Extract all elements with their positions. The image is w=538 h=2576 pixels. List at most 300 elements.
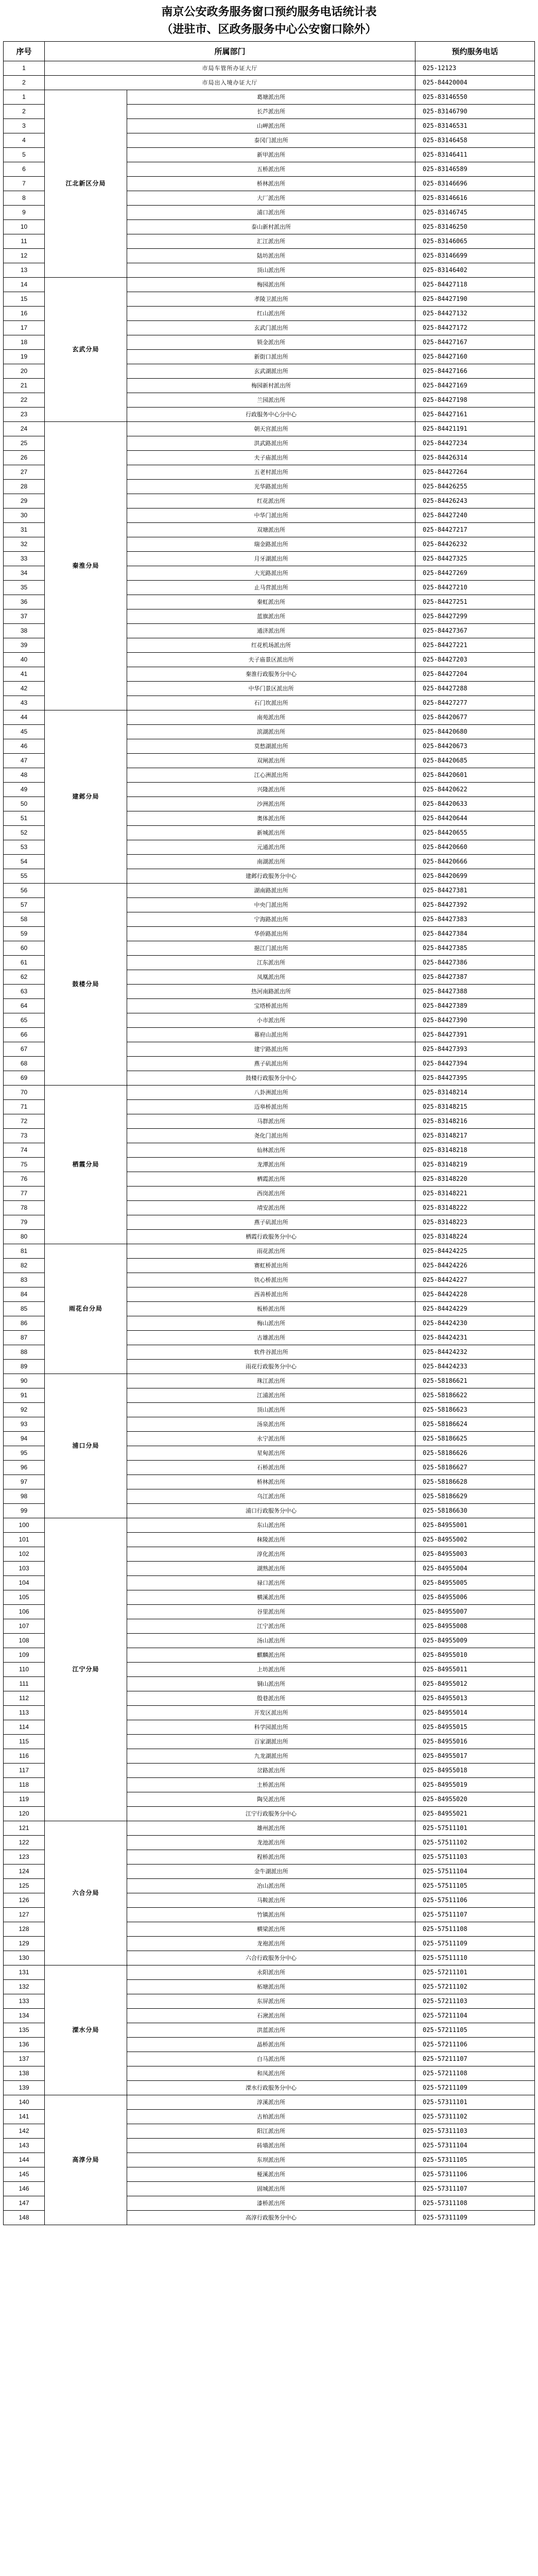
row-phone: 025-84424225 (415, 1244, 535, 1259)
row-unit: 元通派出所 (127, 840, 415, 855)
row-no: 139 (4, 2081, 45, 2095)
row-unit: 月牙湖派出所 (127, 552, 415, 566)
row-phone: 025-57311107 (415, 2182, 535, 2196)
row-no: 120 (4, 1807, 45, 1821)
row-phone: 025-83148221 (415, 1187, 535, 1201)
table-row (4, 61, 535, 76)
row-unit: 石桥派出所 (127, 1461, 415, 1475)
row-unit: 永阳派出所 (127, 1965, 415, 1980)
row-unit: 顶山派出所 (127, 263, 415, 278)
row-phone: 025-57211109 (415, 2081, 535, 2095)
table-row (4, 1518, 535, 1533)
row-unit: 小市派出所 (127, 1013, 415, 1028)
row-unit: 桠溪派出所 (127, 2167, 415, 2182)
row-unit: 马群派出所 (127, 1114, 415, 1129)
row-no: 38 (4, 624, 45, 638)
row-phone: 025-84427118 (415, 278, 535, 292)
row-phone: 025-84424228 (415, 1287, 535, 1302)
row-unit: 夫子庙景区派出所 (127, 653, 415, 667)
row-phone: 025-84955006 (415, 1590, 535, 1605)
row-no: 115 (4, 1735, 45, 1749)
row-unit: 双闸派出所 (127, 754, 415, 768)
row-unit: 大光路派出所 (127, 566, 415, 581)
row-unit: 东屏派出所 (127, 1994, 415, 2009)
row-phone: 025-84955018 (415, 1764, 535, 1778)
row-phone: 025-83146250 (415, 220, 535, 234)
row-phone: 025-83148218 (415, 1143, 535, 1158)
row-no: 42 (4, 682, 45, 696)
row-no: 20 (4, 364, 45, 379)
row-unit: 古雄派出所 (127, 1331, 415, 1345)
row-phone: 025-84427387 (415, 970, 535, 985)
row-phone: 025-84955011 (415, 1663, 535, 1677)
row-phone: 025-83146790 (415, 105, 535, 119)
row-phone: 025-84424229 (415, 1302, 535, 1316)
row-no: 90 (4, 1374, 45, 1388)
row-no: 95 (4, 1446, 45, 1461)
row-unit: 挹江门派出所 (127, 941, 415, 956)
row-unit: 玄武湖派出所 (127, 364, 415, 379)
row-phone: 025-83146065 (415, 234, 535, 249)
row-phone: 025-83148214 (415, 1086, 535, 1100)
row-unit: 桥林派出所 (127, 1475, 415, 1489)
row-unit: 淳化派出所 (127, 1547, 415, 1562)
row-phone: 025-84955009 (415, 1634, 535, 1648)
row-no: 81 (4, 1244, 45, 1259)
row-unit: 中华门派出所 (127, 509, 415, 523)
row-phone: 025-57511109 (415, 1937, 535, 1951)
row-no: 86 (4, 1316, 45, 1331)
row-unit: 热河南路派出所 (127, 985, 415, 999)
row-no: 105 (4, 1590, 45, 1605)
row-unit: 靖安派出所 (127, 1201, 415, 1215)
row-phone: 025-57511110 (415, 1951, 535, 1965)
row-unit: 永宁派出所 (127, 1432, 415, 1446)
row-phone: 025-84426255 (415, 480, 535, 494)
row-unit: 莫愁湖派出所 (127, 739, 415, 754)
row-unit: 江浦派出所 (127, 1388, 415, 1403)
table-row (4, 1821, 535, 1836)
row-unit: 横溪派出所 (127, 1590, 415, 1605)
phone-table (3, 41, 535, 2225)
row-unit: 溧水行政服务分中心 (127, 2081, 415, 2095)
row-no: 35 (4, 581, 45, 595)
row-unit: 软件谷派出所 (127, 1345, 415, 1360)
row-phone: 025-84427190 (415, 292, 535, 307)
row-phone: 025-57511108 (415, 1922, 535, 1937)
row-unit: 铜山派出所 (127, 1677, 415, 1691)
row-no: 138 (4, 2066, 45, 2081)
row-unit: 红花机场派出所 (127, 638, 415, 653)
row-unit: 汇江派出所 (127, 234, 415, 249)
row-phone: 025-84426243 (415, 494, 535, 509)
row-no: 88 (4, 1345, 45, 1360)
row-no: 99 (4, 1504, 45, 1518)
row-unit: 江心洲派出所 (127, 768, 415, 783)
row-phone: 025-57511102 (415, 1836, 535, 1850)
row-no: 108 (4, 1634, 45, 1648)
row-no: 53 (4, 840, 45, 855)
row-phone: 025-84424232 (415, 1345, 535, 1360)
row-no: 32 (4, 537, 45, 552)
row-no: 111 (4, 1677, 45, 1691)
row-no: 68 (4, 1057, 45, 1071)
row-phone: 025-83146745 (415, 206, 535, 220)
row-no: 127 (4, 1908, 45, 1922)
row-unit: 雄州派出所 (127, 1821, 415, 1836)
row-phone: 025-84427161 (415, 408, 535, 422)
row-phone: 025-84427217 (415, 523, 535, 537)
row-no: 133 (4, 1994, 45, 2009)
row-unit: 凤凰派出所 (127, 970, 415, 985)
table-row (4, 710, 535, 725)
row-unit: 西岗派出所 (127, 1187, 415, 1201)
row-no: 94 (4, 1432, 45, 1446)
row-unit: 赛虹桥派出所 (127, 1259, 415, 1273)
row-phone: 025-57511106 (415, 1893, 535, 1908)
row-no: 45 (4, 725, 45, 739)
row-phone: 025-84427325 (415, 552, 535, 566)
row-phone: 025-84420685 (415, 754, 535, 768)
row-phone: 025-57511104 (415, 1865, 535, 1879)
row-phone: 025-84427390 (415, 1013, 535, 1028)
row-no: 96 (4, 1461, 45, 1475)
row-no: 76 (4, 1172, 45, 1187)
row-no: 23 (4, 408, 45, 422)
district-cell: 栖霞分局 (45, 1086, 127, 1244)
row-phone: 025-58186629 (415, 1489, 535, 1504)
row-unit: 沙洲派出所 (127, 797, 415, 811)
row-unit: 夫子庙派出所 (127, 451, 415, 465)
row-unit: 新街口派出所 (127, 350, 415, 364)
row-unit: 华侨路派出所 (127, 927, 415, 941)
row-no: 17 (4, 321, 45, 335)
row-phone: 025-83148217 (415, 1129, 535, 1143)
row-no: 142 (4, 2124, 45, 2139)
row-unit: 六合行政服务分中心 (127, 1951, 415, 1965)
row-no: 148 (4, 2211, 45, 2225)
row-no: 71 (4, 1100, 45, 1114)
row-no: 132 (4, 1980, 45, 1994)
row-unit: 止马营派出所 (127, 581, 415, 595)
row-no: 103 (4, 1562, 45, 1576)
row-phone: 025-84427391 (415, 1028, 535, 1042)
row-no: 22 (4, 393, 45, 408)
row-phone: 025-84427389 (415, 999, 535, 1013)
row-no: 16 (4, 307, 45, 321)
row-phone: 025-84420601 (415, 768, 535, 783)
row-unit: 和凤派出所 (127, 2066, 415, 2081)
row-unit: 仙林派出所 (127, 1143, 415, 1158)
row-phone: 025-83146550 (415, 90, 535, 105)
row-phone: 025-57511105 (415, 1879, 535, 1893)
row-unit: 南湖派出所 (127, 855, 415, 869)
row-unit: 陆坊派出所 (127, 249, 415, 263)
row-unit: 浦口行政服务分中心 (127, 1504, 415, 1518)
row-no: 80 (4, 1230, 45, 1244)
row-no: 126 (4, 1893, 45, 1908)
row-no: 131 (4, 1965, 45, 1980)
row-unit: 朝天宫派出所 (127, 422, 415, 436)
table-row (4, 422, 535, 436)
row-no: 66 (4, 1028, 45, 1042)
row-no: 92 (4, 1403, 45, 1417)
header-no: 序号 (4, 42, 45, 61)
row-phone: 025-84955015 (415, 1720, 535, 1735)
row-no: 110 (4, 1663, 45, 1677)
row-no: 21 (4, 379, 45, 393)
row-no: 134 (4, 2009, 45, 2023)
row-unit: 燕子矶派出所 (127, 1215, 415, 1230)
row-no: 124 (4, 1865, 45, 1879)
row-unit: 蓝旗派出所 (127, 609, 415, 624)
row-no: 73 (4, 1129, 45, 1143)
row-phone: 025-84420666 (415, 855, 535, 869)
row-unit: 迈皋桥派出所 (127, 1100, 415, 1114)
row-phone: 025-84427384 (415, 927, 535, 941)
table-row (4, 76, 535, 90)
row-no: 104 (4, 1576, 45, 1590)
row-unit: 东山派出所 (127, 1518, 415, 1533)
district-cell: 江北新区分局 (45, 90, 127, 278)
row-no: 62 (4, 970, 45, 985)
row-unit: 开发区派出所 (127, 1706, 415, 1720)
row-no: 82 (4, 1259, 45, 1273)
row-unit: 谷里派出所 (127, 1605, 415, 1619)
row-phone: 025-83146699 (415, 249, 535, 263)
row-unit: 雨花行政服务分中心 (127, 1360, 415, 1374)
row-unit: 梅园新村派出所 (127, 379, 415, 393)
row-phone: 025-83146402 (415, 263, 535, 278)
row-no: 36 (4, 595, 45, 609)
row-no: 87 (4, 1331, 45, 1345)
district-cell: 鼓楼分局 (45, 884, 127, 1086)
row-unit: 漆桥派出所 (127, 2196, 415, 2211)
row-no: 83 (4, 1273, 45, 1287)
row-phone: 025-57211106 (415, 2038, 535, 2052)
row-no: 31 (4, 523, 45, 537)
row-phone: 025-84427269 (415, 566, 535, 581)
row-no: 12 (4, 249, 45, 263)
row-phone: 025-84424233 (415, 1360, 535, 1374)
row-unit: 兰园派出所 (127, 393, 415, 408)
row-no: 84 (4, 1287, 45, 1302)
row-unit: 砖墙派出所 (127, 2139, 415, 2153)
row-phone: 025-84427385 (415, 941, 535, 956)
row-unit: 玄武门派出所 (127, 321, 415, 335)
row-unit: 科学园派出所 (127, 1720, 415, 1735)
row-no: 9 (4, 206, 45, 220)
row-no: 109 (4, 1648, 45, 1663)
row-unit: 双塘派出所 (127, 523, 415, 537)
row-no: 135 (4, 2023, 45, 2038)
row-no: 15 (4, 292, 45, 307)
row-no: 14 (4, 278, 45, 292)
row-no: 140 (4, 2095, 45, 2110)
row-phone: 025-84427367 (415, 624, 535, 638)
row-no: 74 (4, 1143, 45, 1158)
row-unit: 珠江派出所 (127, 1374, 415, 1388)
row-phone: 025-83146458 (415, 133, 535, 148)
row-no: 40 (4, 653, 45, 667)
row-unit: 锁金派出所 (127, 335, 415, 350)
row-phone: 025-83146696 (415, 177, 535, 191)
row-phone: 025-83146531 (415, 119, 535, 133)
row-no: 136 (4, 2038, 45, 2052)
row-unit: 新城派出所 (127, 826, 415, 840)
row-unit: 晶桥派出所 (127, 2038, 415, 2052)
row-unit: 阳江派出所 (127, 2124, 415, 2139)
row-unit: 行政服务中心分中心 (127, 408, 415, 422)
row-no: 72 (4, 1114, 45, 1129)
table-row (4, 1374, 535, 1388)
row-no: 121 (4, 1821, 45, 1836)
row-no: 37 (4, 609, 45, 624)
row-unit: 固城派出所 (127, 2182, 415, 2196)
row-no: 97 (4, 1475, 45, 1489)
row-phone: 025-83148222 (415, 1201, 535, 1215)
row-unit: 上坊派出所 (127, 1663, 415, 1677)
row-no: 129 (4, 1937, 45, 1951)
row-unit: 尧化门派出所 (127, 1129, 415, 1143)
row-no: 130 (4, 1951, 45, 1965)
row-no: 33 (4, 552, 45, 566)
row-no: 13 (4, 263, 45, 278)
row-unit: 红山派出所 (127, 307, 415, 321)
row-unit: 梅山派出所 (127, 1316, 415, 1331)
table-row (4, 884, 535, 898)
row-no: 100 (4, 1518, 45, 1533)
row-no: 43 (4, 696, 45, 710)
row-no: 27 (4, 465, 45, 480)
row-no: 98 (4, 1489, 45, 1504)
row-unit: 瑞金路派出所 (127, 537, 415, 552)
row-phone: 025-83146411 (415, 148, 535, 162)
row-no: 117 (4, 1764, 45, 1778)
row-unit: 五老村派出所 (127, 465, 415, 480)
table-row (4, 1244, 535, 1259)
row-unit: 梅园派出所 (127, 278, 415, 292)
row-no: 146 (4, 2182, 45, 2196)
row-phone: 025-84955004 (415, 1562, 535, 1576)
row-phone: 025-84955021 (415, 1807, 535, 1821)
row-unit: 秦淮行政服务分中心 (127, 667, 415, 682)
row-no: 69 (4, 1071, 45, 1086)
row-unit: 江宁行政服务分中心 (127, 1807, 415, 1821)
row-phone: 025-84427383 (415, 912, 535, 927)
row-unit: 湖南路派出所 (127, 884, 415, 898)
row-no: 123 (4, 1850, 45, 1865)
row-no: 18 (4, 335, 45, 350)
row-phone: 025-83146616 (415, 191, 535, 206)
row-phone: 025-84427393 (415, 1042, 535, 1057)
row-phone: 025-84420633 (415, 797, 535, 811)
row-no: 58 (4, 912, 45, 927)
row-phone: 025-58186621 (415, 1374, 535, 1388)
row-no: 79 (4, 1215, 45, 1230)
row-no: 7 (4, 177, 45, 191)
district-cell: 建邺分局 (45, 710, 127, 884)
row-phone: 025-12123 (415, 61, 535, 76)
row-phone: 025-84427394 (415, 1057, 535, 1071)
row-phone: 025-84955001 (415, 1518, 535, 1533)
row-unit: 顶山派出所 (127, 1403, 415, 1417)
row-no: 5 (4, 148, 45, 162)
row-phone: 025-84955002 (415, 1533, 535, 1547)
row-phone: 025-84427172 (415, 321, 535, 335)
row-phone: 025-84426232 (415, 537, 535, 552)
row-phone: 025-84427299 (415, 609, 535, 624)
row-unit: 浦口派出所 (127, 206, 415, 220)
row-no: 29 (4, 494, 45, 509)
row-no: 119 (4, 1792, 45, 1807)
row-no: 41 (4, 667, 45, 682)
row-unit: 栖霞派出所 (127, 1172, 415, 1187)
row-no: 113 (4, 1706, 45, 1720)
row-phone: 025-84420673 (415, 739, 535, 754)
row-unit: 湖熟派出所 (127, 1562, 415, 1576)
row-no: 78 (4, 1201, 45, 1215)
row-unit: 殷巷派出所 (127, 1691, 415, 1706)
row-no: 128 (4, 1922, 45, 1937)
row-unit: 新甲派出所 (127, 148, 415, 162)
row-no: 25 (4, 436, 45, 451)
row-no: 44 (4, 710, 45, 725)
row-no: 64 (4, 999, 45, 1013)
row-phone: 025-83146589 (415, 162, 535, 177)
row-unit: 马鞍派出所 (127, 1893, 415, 1908)
row-phone: 025-84420655 (415, 826, 535, 840)
row-unit: 西善桥派出所 (127, 1287, 415, 1302)
row-no: 137 (4, 2052, 45, 2066)
row-phone: 025-57211104 (415, 2009, 535, 2023)
row-phone: 025-84955003 (415, 1547, 535, 1562)
row-no: 65 (4, 1013, 45, 1028)
row-phone: 025-57311103 (415, 2124, 535, 2139)
district-cell: 六合分局 (45, 1821, 127, 1965)
row-phone: 025-58186623 (415, 1403, 535, 1417)
row-unit: 石门坎派出所 (127, 696, 415, 710)
row-phone: 025-57211102 (415, 1980, 535, 1994)
row-unit: 大厂派出所 (127, 191, 415, 206)
row-phone: 025-84427386 (415, 956, 535, 970)
row-phone: 025-57311104 (415, 2139, 535, 2153)
row-phone: 025-57311109 (415, 2211, 535, 2225)
row-no: 10 (4, 220, 45, 234)
row-unit: 乌江派出所 (127, 1489, 415, 1504)
row-unit: 孝陵卫派出所 (127, 292, 415, 307)
row-no: 75 (4, 1158, 45, 1172)
row-unit: 板桥派出所 (127, 1302, 415, 1316)
district-cell: 高淳分局 (45, 2095, 127, 2225)
row-phone: 025-57311108 (415, 2196, 535, 2211)
row-phone: 025-84955008 (415, 1619, 535, 1634)
row-no: 39 (4, 638, 45, 653)
row-no: 122 (4, 1836, 45, 1850)
row-unit: 宝塔桥派出所 (127, 999, 415, 1013)
row-phone: 025-84427210 (415, 581, 535, 595)
row-unit: 宁海路派出所 (127, 912, 415, 927)
row-phone: 025-58186628 (415, 1475, 535, 1489)
row-phone: 025-84427204 (415, 667, 535, 682)
row-no: 50 (4, 797, 45, 811)
row-phone: 025-84427240 (415, 509, 535, 523)
header-phone: 预约服务电话 (415, 42, 535, 61)
row-phone: 025-57311106 (415, 2167, 535, 2182)
row-phone: 025-84955010 (415, 1648, 535, 1663)
row-phone: 025-84424227 (415, 1273, 535, 1287)
row-no: 3 (4, 119, 45, 133)
